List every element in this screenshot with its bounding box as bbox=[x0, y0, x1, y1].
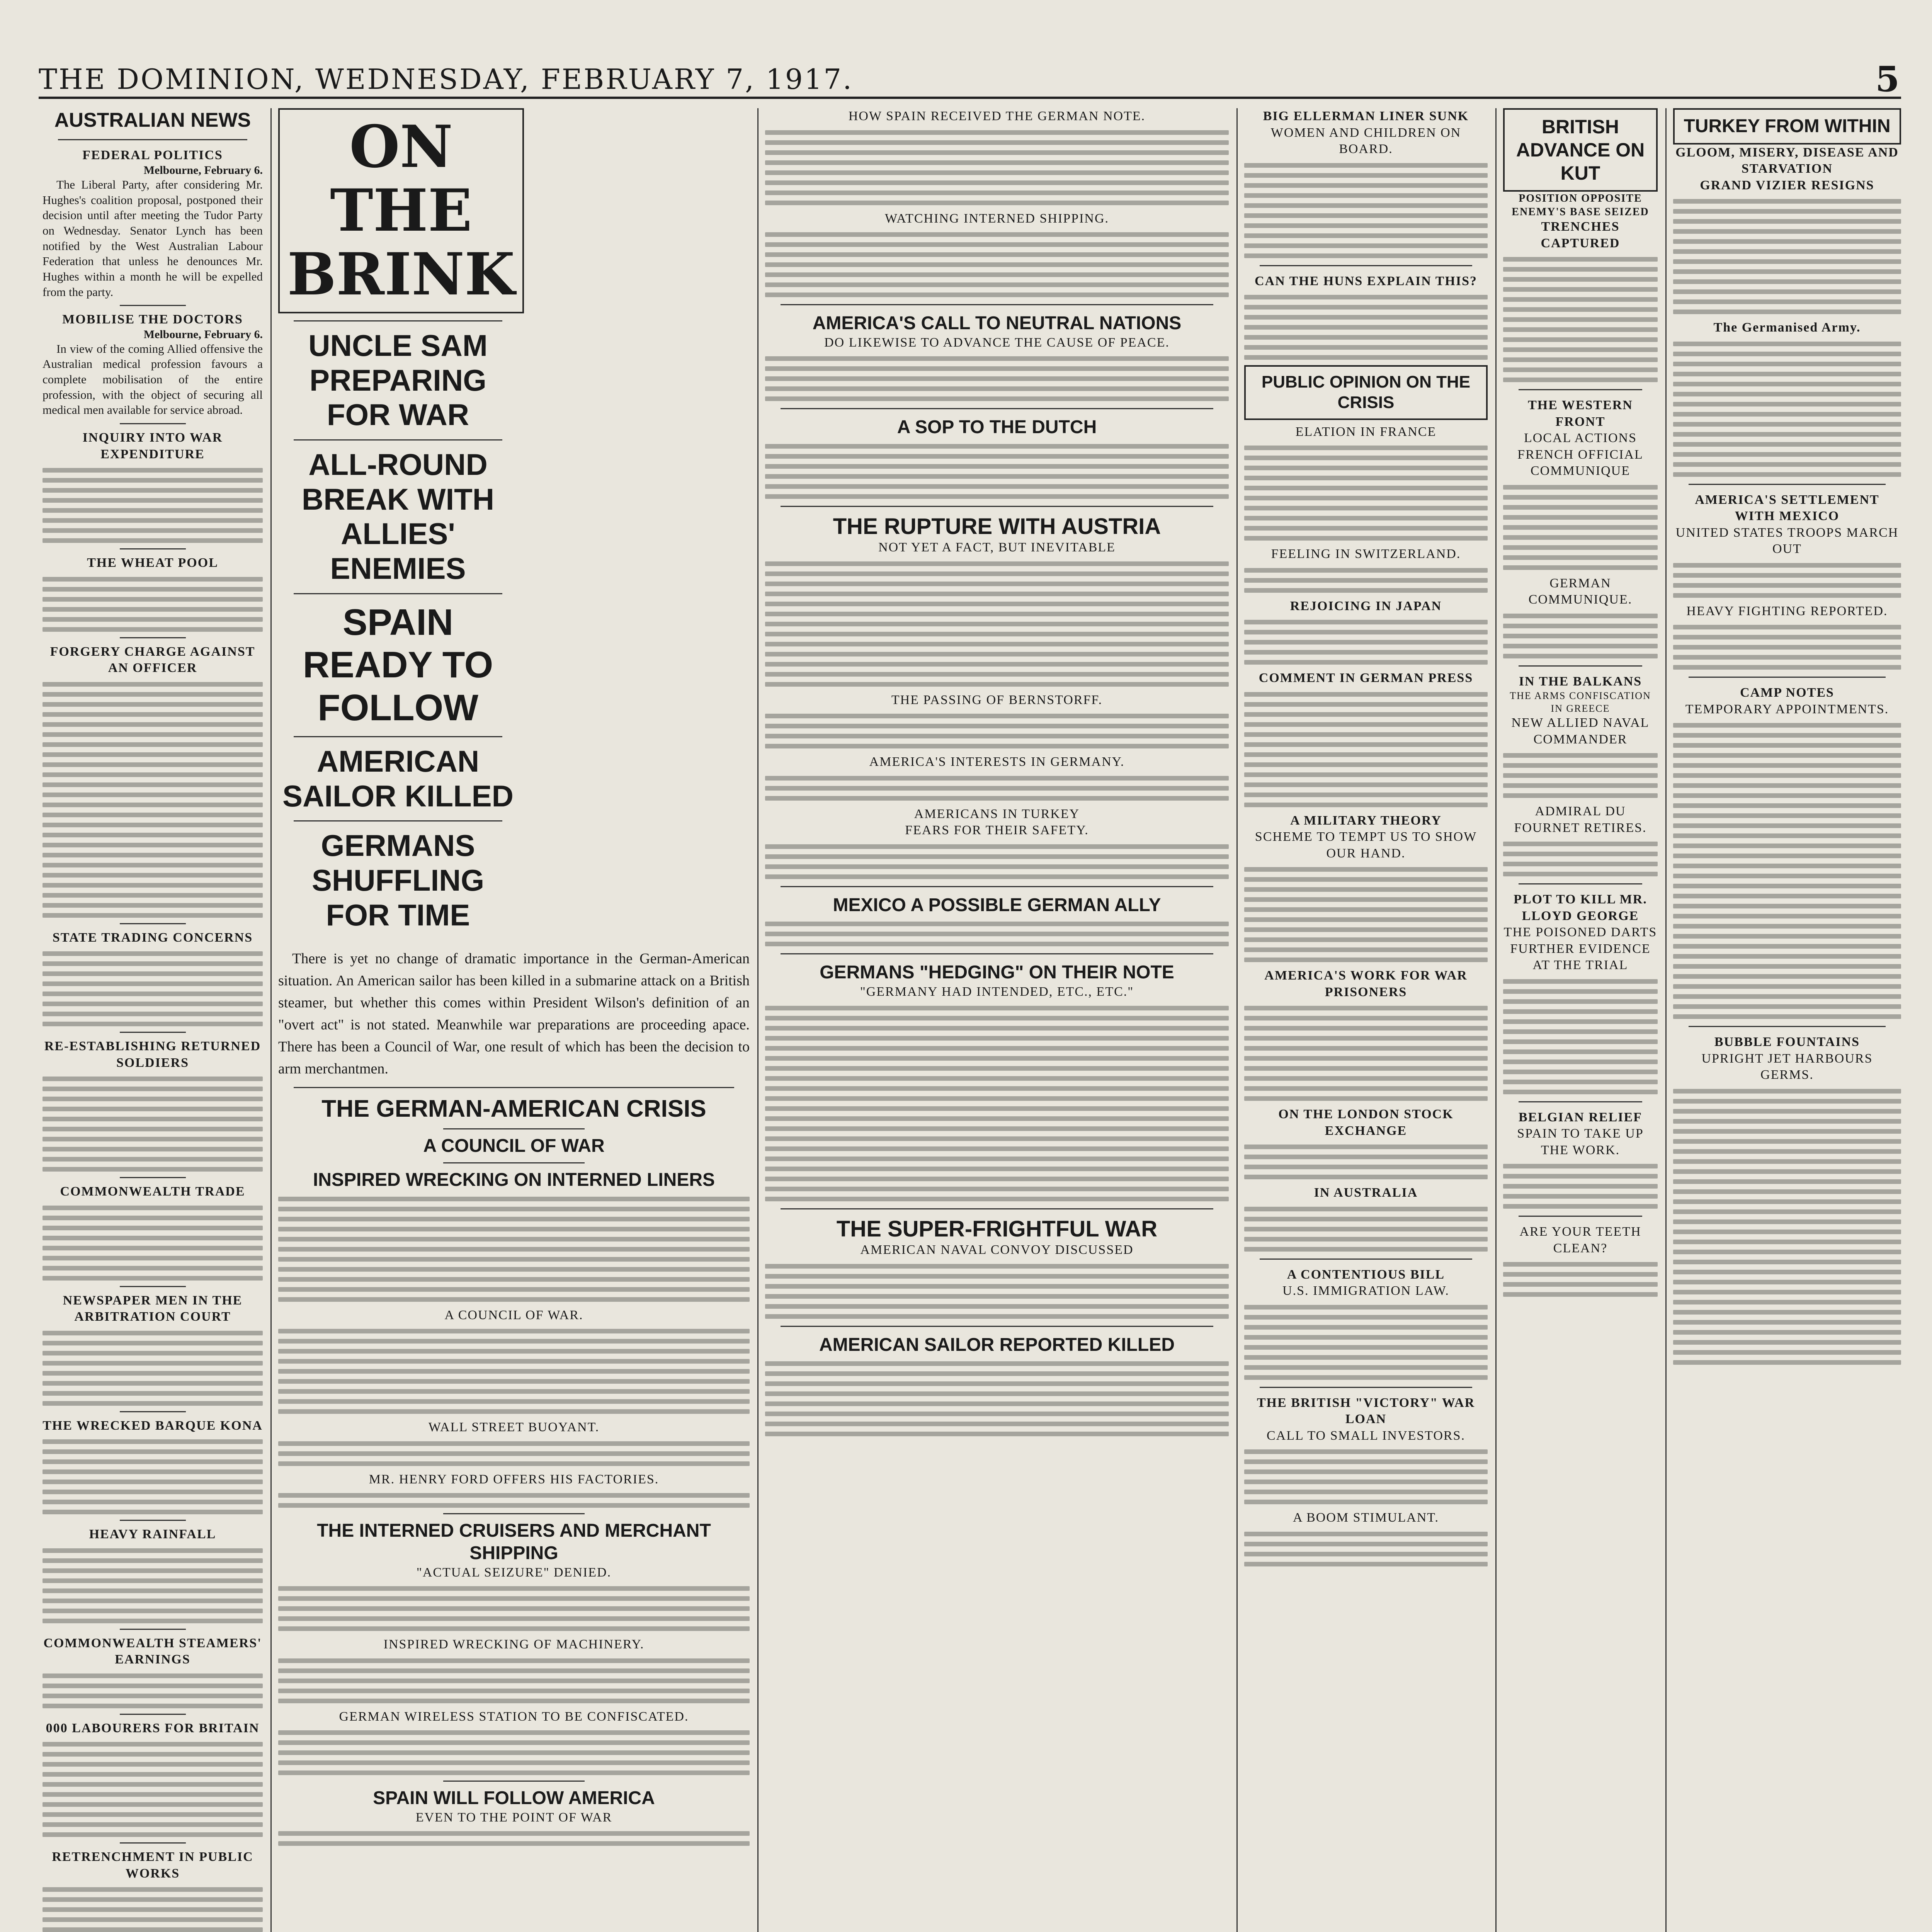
story-subhead: POSITION OPPOSITE ENEMY'S BASE SEIZED bbox=[1512, 192, 1649, 218]
story-subhead: NEW ALLIED NAVAL COMMANDER bbox=[1511, 716, 1650, 747]
lead-deck: AMERICAN SAILOR KILLED bbox=[282, 744, 514, 813]
story-subhead: A BOOM STIMULANT. bbox=[1293, 1510, 1439, 1525]
story-subhead: FRENCH OFFICIAL COMMUNIQUE bbox=[1517, 447, 1643, 478]
column-rule bbox=[1495, 108, 1497, 1932]
story-headline: BRITISH ADVANCE ON KUT bbox=[1516, 116, 1645, 184]
lead-deck: UNCLE SAM PREPARING FOR WAR bbox=[308, 328, 488, 432]
story-subhead: WOMEN AND CHILDREN ON BOARD. bbox=[1270, 125, 1461, 156]
story-headline: GERMANS "HEDGING" ON THEIR NOTE bbox=[820, 962, 1174, 983]
story-headline: INQUIRY INTO WAR EXPENDITURE bbox=[82, 430, 223, 461]
dateline: Melbourne, February 6. bbox=[143, 163, 263, 177]
opinion-box bbox=[1244, 365, 1488, 420]
story-headline: HEAVY RAINFALL bbox=[89, 1527, 216, 1542]
column-spain-austria bbox=[765, 108, 1229, 1932]
story-subhead: LOCAL ACTIONS bbox=[1524, 431, 1637, 445]
story-headline: STATE TRADING CONCERNS bbox=[52, 930, 253, 945]
story-headline: THE WHEAT POOL bbox=[87, 556, 218, 570]
story-subhead: GERMAN WIRELESS STATION TO BE CONFISCATED. bbox=[339, 1709, 689, 1724]
story-subhead: THE ARMS CONFISCATION IN GREECE bbox=[1510, 690, 1651, 714]
story-headline: THE RUPTURE WITH AUSTRIA bbox=[833, 514, 1161, 539]
column-rule bbox=[1236, 108, 1238, 1932]
story-headline: AMERICA'S SETTLEMENT WITH MEXICO bbox=[1695, 492, 1879, 524]
story-subhead: THE PASSING OF BERNSTORFF. bbox=[891, 692, 1103, 707]
column-liner-opinion bbox=[1244, 108, 1488, 1932]
story-headline: COMMONWEALTH STEAMERS' EARNINGS bbox=[43, 1636, 262, 1667]
story-subhead: GERMAN COMMUNIQUE. bbox=[1528, 576, 1633, 607]
story-subhead: "ACTUAL SEIZURE" DENIED. bbox=[416, 1565, 612, 1580]
story-subhead: CALL TO SMALL INVESTORS. bbox=[1267, 1428, 1465, 1443]
story-subhead: IN AUSTRALIA bbox=[1314, 1185, 1418, 1200]
story-subhead: ELATION IN FRANCE bbox=[1295, 424, 1437, 439]
story-headline: A SOP TO THE DUTCH bbox=[897, 417, 1097, 438]
story-headline: THE SUPER-FRIGHTFUL WAR bbox=[836, 1216, 1158, 1242]
story-subhead: FURTHER EVIDENCE AT THE TRIAL bbox=[1510, 941, 1651, 972]
story-subhead: UNITED STATES TROOPS MARCH OUT bbox=[1675, 525, 1899, 556]
kut-box bbox=[1503, 108, 1658, 192]
story-headline: PLOT TO KILL MR. LLOYD GEORGE bbox=[1514, 892, 1647, 923]
column-turkey-camp bbox=[1673, 108, 1901, 1932]
story-headline: FEDERAL POLITICS bbox=[82, 148, 223, 163]
story-subhead: A COUNCIL OF WAR bbox=[423, 1135, 605, 1156]
story-subhead: INSPIRED WRECKING ON INTERNED LINERS bbox=[313, 1170, 715, 1190]
story-headline: HOW SPAIN RECEIVED THE GERMAN NOTE. bbox=[848, 109, 1146, 123]
story-subhead: ADMIRAL DU FOURNET RETIRES. bbox=[1514, 804, 1647, 835]
story-headline: BIG ELLERMAN LINER SUNK bbox=[1263, 109, 1469, 123]
advert-headline: ARE YOUR TEETH CLEAN? bbox=[1519, 1225, 1641, 1255]
story-subhead: TRENCHES CAPTURED bbox=[1541, 219, 1620, 250]
story-subhead: WALL STREET BUOYANT. bbox=[428, 1420, 600, 1435]
story-subhead: GRAND VIZIER RESIGNS bbox=[1700, 178, 1874, 192]
story-headline: PUBLIC OPINION ON THE CRISIS bbox=[1261, 372, 1471, 412]
story-subhead: GLOOM, MISERY, DISEASE AND STARVATION bbox=[1675, 145, 1899, 176]
dateline: Melbourne, February 6. bbox=[143, 328, 263, 341]
story-headline: IN THE BALKANS bbox=[1519, 674, 1642, 689]
story-headline: BELGIAN RELIEF bbox=[1519, 1110, 1642, 1124]
story-subhead: COMMENT IN GERMAN PRESS bbox=[1259, 671, 1473, 685]
lead-headline: ON THE BRINK bbox=[287, 113, 515, 308]
section-heading: AUSTRALIAN NEWS bbox=[54, 109, 251, 131]
story-subhead: SCHEME TO TEMPT US TO SHOW OUR HAND. bbox=[1255, 830, 1477, 861]
story-headline: AMERICA'S CALL TO NEUTRAL NATIONS bbox=[812, 313, 1182, 333]
story-headline: THE INTERNED CRUISERS AND MERCHANT SHIPPING bbox=[317, 1520, 711, 1563]
turkey-box bbox=[1673, 108, 1901, 145]
story-headline: COMMONWEALTH TRADE bbox=[60, 1184, 245, 1199]
story-subhead: UPRIGHT JET HARBOURS GERMS. bbox=[1701, 1051, 1873, 1082]
story-headline: THE BRITISH "VICTORY" WAR LOAN bbox=[1257, 1395, 1475, 1427]
masthead-title: THE DOMINION, WEDNESDAY, FEBRUARY 7, 1917. bbox=[39, 63, 854, 95]
story-headline: THE WRECKED BARQUE KONA bbox=[43, 1418, 263, 1433]
lead-headline-box bbox=[278, 108, 524, 313]
story-subhead: EVEN TO THE POINT OF WAR bbox=[415, 1810, 612, 1825]
story-headline: WATCHING INTERNED SHIPPING. bbox=[884, 211, 1109, 226]
column-rule bbox=[1665, 108, 1667, 1932]
story-headline: AMERICAN SAILOR REPORTED KILLED bbox=[819, 1334, 1175, 1355]
lead-deck: SPAIN READY TO FOLLOW bbox=[303, 601, 493, 728]
story-headline: CAN THE HUNS EXPLAIN THIS? bbox=[1255, 274, 1477, 288]
story-subhead: The Germanised Army. bbox=[1713, 320, 1861, 335]
lead-deck: ALL-ROUND BREAK WITH ALLIES' ENEMIES bbox=[301, 447, 495, 586]
story-subhead: U.S. IMMIGRATION LAW. bbox=[1282, 1284, 1449, 1298]
story-subhead: AMERICA'S WORK FOR WAR PRISONERS bbox=[1264, 968, 1468, 999]
story-headline: TURKEY FROM WITHIN bbox=[1684, 116, 1891, 136]
page-number: 5 bbox=[1875, 59, 1901, 100]
story-headline: MOBILISE THE DOCTORS bbox=[62, 312, 243, 327]
column-australian-news bbox=[43, 108, 263, 1932]
story-headline: NEWSPAPER MEN IN THE ARBITRATION COURT bbox=[63, 1293, 243, 1324]
column-rule bbox=[270, 108, 272, 1932]
story-headline: RE-ESTABLISHING RETURNED SOLDIERS bbox=[44, 1039, 261, 1070]
column-on-the-brink bbox=[278, 108, 750, 1932]
story-subhead: AMERICAN NAVAL CONVOY DISCUSSED bbox=[860, 1243, 1134, 1257]
story-subhead: AMERICA'S INTERESTS IN GERMANY. bbox=[869, 755, 1125, 769]
story-body: In view of the coming Allied offensive the Australian medical profession favours a complete mobilisation of the entire profession, with the object of securing all medical men available for service abroad. bbox=[43, 342, 263, 417]
story-subhead: TEMPORARY APPOINTMENTS. bbox=[1685, 702, 1889, 716]
story-subhead: NOT YET A FACT, BUT INEVITABLE bbox=[878, 540, 1116, 555]
story-headline: BUBBLE FOUNTAINS bbox=[1714, 1035, 1860, 1049]
story-subhead: DO LIKEWISE TO ADVANCE THE CAUSE OF PEACE. bbox=[824, 335, 1170, 350]
story-headline: THE WESTERN FRONT bbox=[1528, 398, 1633, 429]
column-rule bbox=[757, 108, 759, 1932]
story-headline: SPAIN WILL FOLLOW AMERICA bbox=[373, 1788, 655, 1809]
story-headline: MEXICO A POSSIBLE GERMAN ALLY bbox=[833, 895, 1161, 915]
story-subhead: AMERICANS IN TURKEY bbox=[914, 806, 1080, 821]
lead-deck: GERMANS SHUFFLING FOR TIME bbox=[311, 828, 485, 932]
story-headline: THE GERMAN-AMERICAN CRISIS bbox=[321, 1095, 706, 1122]
story-subhead: "GERMANY HAD INTENDED, ETC., ETC." bbox=[860, 985, 1134, 999]
story-subhead: A MILITARY THEORY bbox=[1290, 813, 1442, 828]
lead-body: There is yet no change of dramatic importance in the German-American situation. An American sailor has been killed in a submarine attack on a British steamer, but whether this comes within President Wilson's definition of an "overt act" is not stated. Meanwhile war preparations are proceeding apace. There has been a Council of War, one result of which has been the decision to arm merchantmen. bbox=[278, 951, 750, 1077]
story-headline: A CONTENTIOUS BILL bbox=[1287, 1267, 1445, 1282]
story-subhead: THE POISONED DARTS bbox=[1503, 925, 1657, 939]
story-subhead: SPAIN TO TAKE UP THE WORK. bbox=[1517, 1126, 1644, 1157]
masthead bbox=[39, 59, 1901, 100]
story-subhead: FEELING IN SWITZERLAND. bbox=[1271, 547, 1461, 561]
story-body: The Liberal Party, after considering Mr. Hughes's coalition proposal, postponed their decision until after meeting the Tudor Party on Wednesday. Senator Lynch has been notified by the West Australian Labour Federation that unless he denounces Mr. Hughes within a month he will be expelled from the party. bbox=[43, 177, 263, 299]
story-headline: CAMP NOTES bbox=[1740, 685, 1834, 700]
story-subhead: FEARS FOR THEIR SAFETY. bbox=[905, 823, 1089, 838]
story-subhead: REJOICING IN JAPAN bbox=[1290, 599, 1442, 613]
column-war-fronts bbox=[1503, 108, 1658, 1932]
story-headline: RETRENCHMENT IN PUBLIC WORKS bbox=[52, 1850, 253, 1881]
story-subhead: HEAVY FIGHTING REPORTED. bbox=[1686, 604, 1888, 618]
story-subhead: MR. HENRY FORD OFFERS HIS FACTORIES. bbox=[369, 1472, 659, 1486]
story-subhead: A COUNCIL OF WAR. bbox=[444, 1308, 583, 1322]
story-subhead: INSPIRED WRECKING OF MACHINERY. bbox=[383, 1637, 645, 1652]
story-subhead: ON THE LONDON STOCK EXCHANGE bbox=[1278, 1107, 1454, 1138]
story-headline: 000 LABOURERS FOR BRITAIN bbox=[46, 1721, 260, 1735]
story-headline: FORGERY CHARGE AGAINST AN OFFICER bbox=[50, 644, 255, 675]
